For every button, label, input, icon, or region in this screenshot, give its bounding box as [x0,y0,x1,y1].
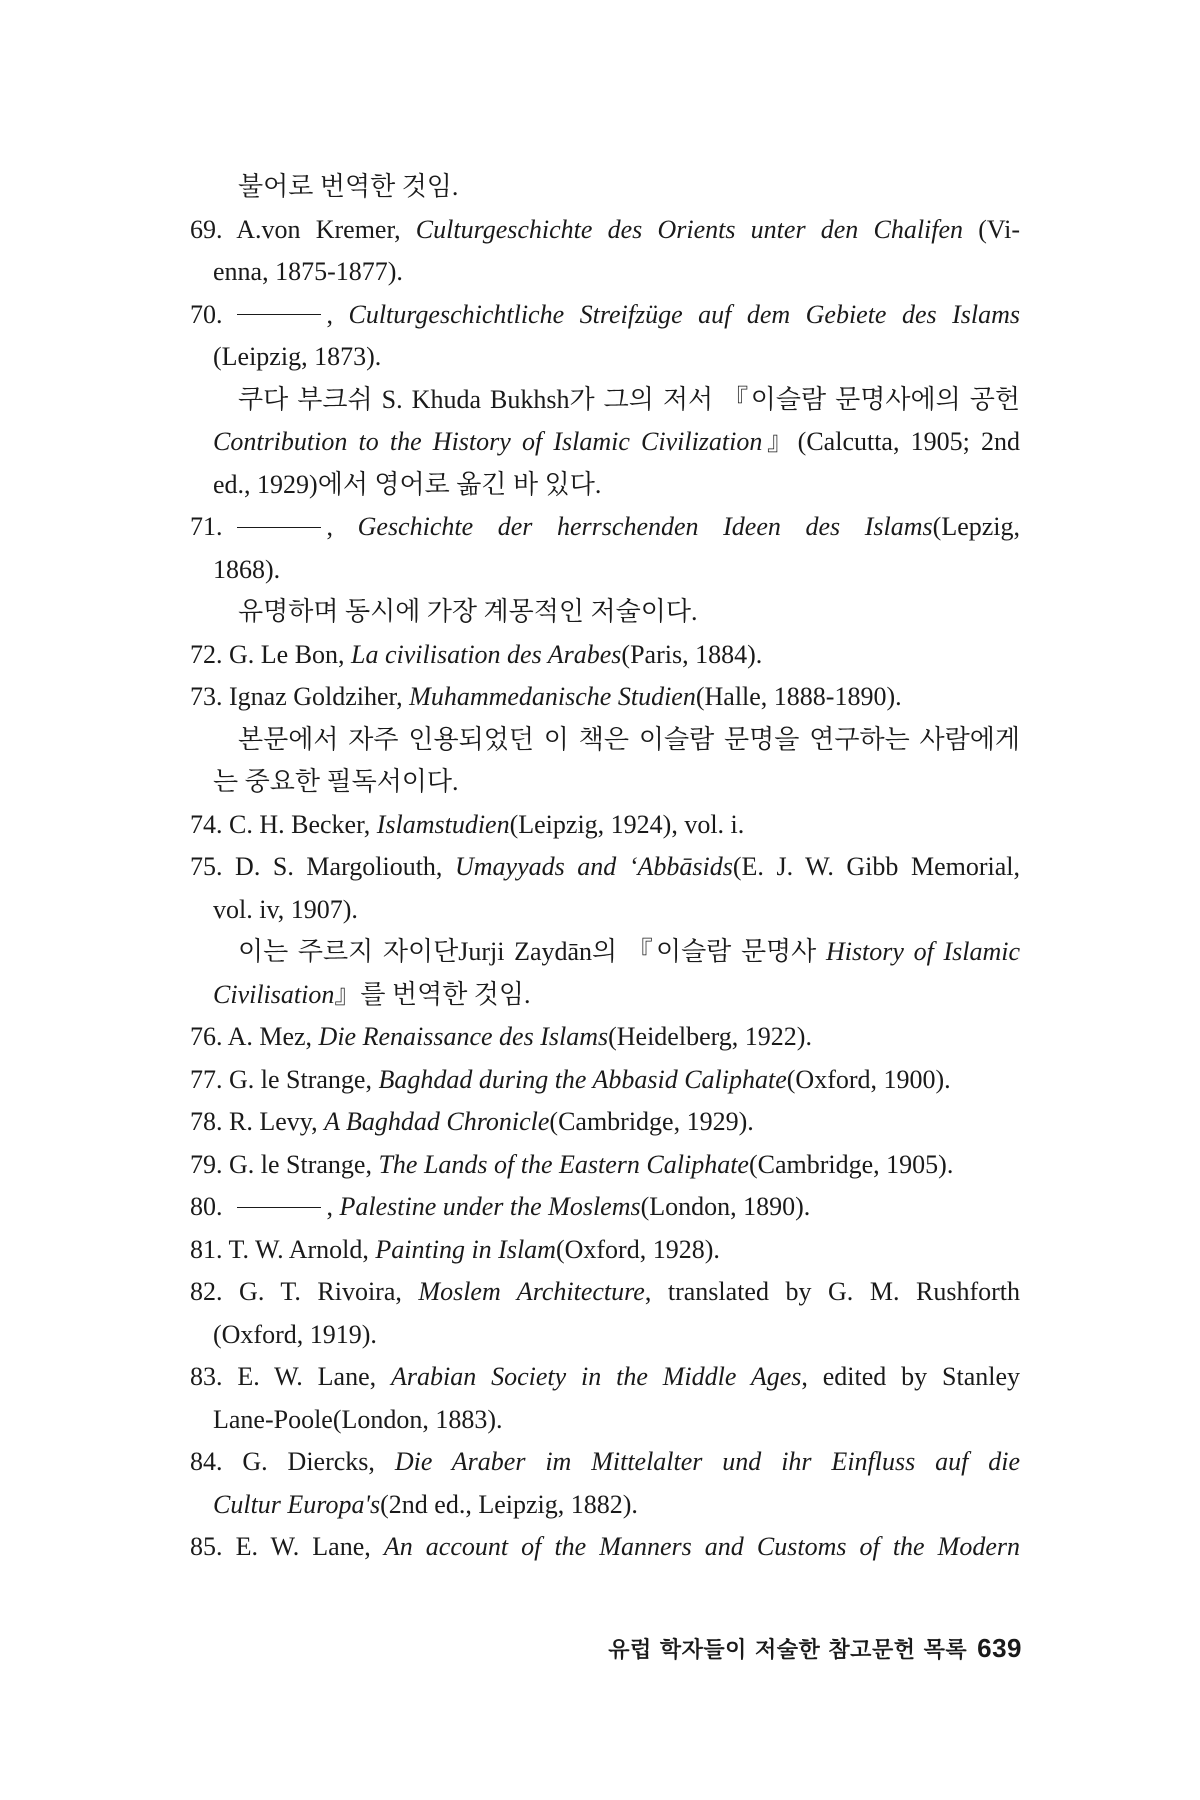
line-text: Lane-Poole(London, 1883). [213,1404,503,1434]
italic-title-text: A Baghdad Chronicle [324,1107,550,1136]
line-text: (Oxford, 1900). [786,1064,951,1094]
text-line [190,1526,1020,1569]
text-line [190,1016,1020,1059]
italic-title-text: Umayyads and ‘Abbāsids [455,852,733,881]
line-text: (Cambridge, 1929). [549,1107,754,1136]
italic-title-text: The Lands of the Eastern Caliphate [378,1149,749,1179]
line-text: 유명하며 동시에 가장 계몽적인 저술이다. [238,597,698,626]
line-text: (Leipzig, 1924), vol. i. [509,809,745,839]
line-text: 81. T. W. Arnold, [190,1234,376,1264]
line-text: (Lepzig, [932,512,1021,541]
line-text: (E. J. W. Gibb Memorial, [732,852,1020,881]
line-text: 77. G. le Strange, [190,1064,379,1094]
text-line [190,804,1020,847]
line-text: 74. C. H. Becker, [190,809,377,839]
italic-title-text: History of Islamic [825,937,1020,966]
text-line [190,1271,1020,1314]
text-line [190,549,1020,592]
text-line [190,336,1020,379]
text-line [190,889,1020,932]
text-line [190,209,1020,252]
line-text: , edited by Stanley [801,1362,1021,1391]
text-line [190,251,1020,294]
running-title: 유럽 학자들이 저술한 참고문헌 목록 [608,1638,968,1663]
text-line [190,1059,1020,1102]
line-text: 불어로 번역한 것임. [238,172,459,201]
page-footer [608,1633,1022,1664]
line-text: 』를 번역한 것임. [334,979,531,1009]
line-text: 75. D. S. Margoliouth, [190,852,455,881]
text-line [190,1186,1020,1229]
text-line [190,1441,1020,1484]
italic-title-text: Contribution to the History of Islamic Civilization [213,427,763,456]
text-line [190,294,1020,337]
italic-title-text: Die Renaissance des Islams [318,1022,609,1051]
text-line [190,974,1020,1017]
text-line [190,1101,1020,1144]
text-line [190,846,1020,889]
italic-title-text: Painting in Islam [375,1234,556,1264]
italic-title-text: Palestine under the Moslems [339,1192,641,1221]
line-text: vol. iv, 1907). [213,894,358,924]
line-text: 71. [190,512,223,541]
line-text: 69. A.von Kremer, [190,214,416,244]
line-text: 83. E. W. Lane, [190,1362,392,1391]
text-line [190,166,1020,209]
line-text: (Cambridge, 1905). [748,1149,954,1179]
text-line [190,1356,1020,1399]
text-line [190,591,1020,634]
italic-title-text: Geschichte der herrschenden Ideen des Islams [357,512,933,541]
line-text: 쿠다 부크쉬 S. Khuda Bukhsh가 그의 저서 『이슬람 문명사에의 공헌 [238,384,1020,414]
line-text: (Oxford, 1928). [555,1234,720,1264]
line-text: (Halle, 1888-1890). [695,682,902,711]
line-text: (Vi- [963,214,1020,244]
text-line [190,931,1020,974]
text-line [190,1144,1020,1187]
text-line [190,676,1020,719]
bibliography-text [190,166,1020,1569]
text-line [190,464,1020,507]
line-text: 73. Ignaz Goldziher, [190,682,410,711]
italic-title-text: Culturgeschichte des Orients unter den Chalifen [415,214,964,244]
line-text: 1868). [213,554,281,584]
italic-title-text: Baghdad during the Abbasid Caliphate [378,1064,787,1094]
italic-title-text: An account of the Manners and Customs of the Modern [383,1532,1020,1561]
line-text: 』(Calcutta, 1905; 2nd [762,427,1021,456]
line-text: 76. A. Mez, [190,1022,319,1051]
italic-title-text: Islamstudien [376,809,510,839]
line-text: , [326,299,349,329]
line-text: (Oxford, 1919). [213,1319,377,1349]
text-line [190,1484,1020,1527]
text-line [190,719,1020,762]
line-text: (London, 1890). [640,1192,811,1221]
line-text: , translated by G. M. Rushforth [644,1277,1021,1306]
line-text: 는 중요한 필독서이다. [213,767,459,796]
text-line [190,506,1020,549]
ditto-rule [237,527,321,528]
italic-title-text: La civilisation des Arabes [351,639,622,669]
italic-title-text: Moslem Architecture [418,1277,645,1306]
line-text: 72. G. Le Bon, [190,639,352,669]
line-text: 이는 주르지 자이단Jurji Zaydān의 『이슬람 문명사 [238,937,826,966]
italic-title-text: Muhammedanische Studien [409,682,696,711]
line-text: (Leipzig, 1873). [213,342,382,371]
line-text: ed., 1929)에서 영어로 옮긴 바 있다. [213,469,602,499]
line-text: , [326,1192,340,1221]
text-line [190,379,1020,422]
line-text: , [326,512,358,541]
line-text: 79. G. le Strange, [190,1149,379,1179]
italic-title-text: Culturgeschichtliche Streifzüge auf dem Gebiete des Islams [348,299,1020,329]
text-line [190,634,1020,677]
line-text: 85. E. W. Lane, [190,1532,384,1561]
text-line [190,421,1020,464]
text-line [190,1399,1020,1442]
line-text: 78. R. Levy, [190,1107,325,1136]
line-text: 본문에서 자주 인용되었던 이 책은 이슬람 문명을 연구하는 사람에게 [238,724,1020,754]
italic-title-text: Arabian Society in the Middle Ages [391,1362,802,1391]
line-text: (Heidelberg, 1922). [608,1022,812,1051]
line-text: 82. G. T. Rivoira, [190,1277,419,1306]
line-text: (Paris, 1884). [621,639,763,669]
text-line [190,1229,1020,1272]
text-line [190,761,1020,804]
text-line [190,1314,1020,1357]
italic-title-text: Cultur Europa's [213,1489,381,1519]
italic-title-text: Civilisation [213,979,335,1009]
ditto-rule [237,314,321,315]
line-text: (2nd ed., Leipzig, 1882). [380,1489,638,1519]
page-number: 639 [977,1633,1022,1663]
line-text: enna, 1875-1877). [213,257,403,286]
line-text: 70. [190,299,223,329]
line-text: 80. [190,1192,223,1221]
line-text: 84. G. Diercks, [190,1447,395,1476]
ditto-rule [237,1207,321,1208]
italic-title-text: Die Araber im Mittelalter und ihr Einfluss auf die [394,1447,1020,1476]
